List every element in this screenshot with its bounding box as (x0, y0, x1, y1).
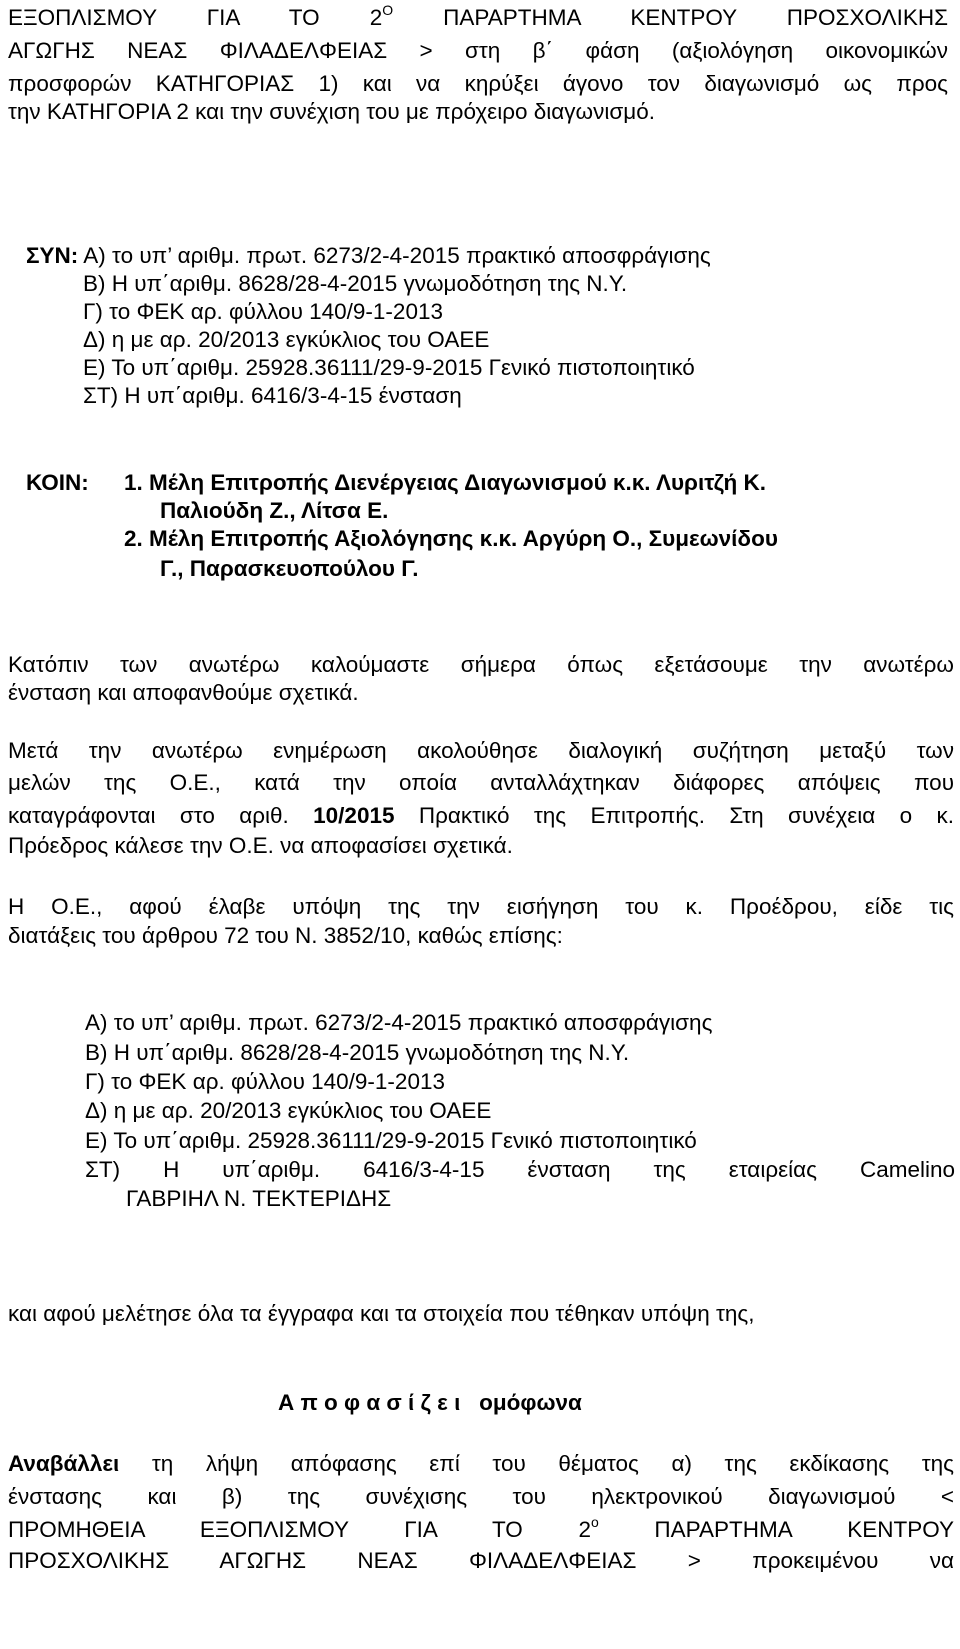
final-line-3-part-a: ΠΡΟΜΗΘΕΙΑ ΕΞΟΠΛΙΣΜΟΥ ΓΙΑ ΤΟ 2 (8, 1517, 591, 1542)
list2-item-st-continuation: ΓΑΒΡΙΗΛ Ν. ΤΕΚΤΕΡΙΔΗΣ (126, 1186, 392, 1211)
syn-item-e: Ε) Το υπ΄αριθμ. 25928.36111/29-9-2015 Γενικό πιστοποιητικό (83, 355, 695, 380)
paragraph-3-line-2: διατάξεις του άρθρου 72 του Ν. 3852/10, καθώς επίσης: (8, 923, 563, 948)
koin-line-4: Γ., Παρασκευοπούλου Γ. (160, 556, 419, 581)
intro-line-4: την ΚΑΤΗΓΟΡΙΑ 2 και την συνέχιση του με πρόχειρο διαγωνισμό. (8, 99, 655, 124)
syn-item-b: Β) Η υπ΄αριθμ. 8628/28-4-2015 γνωμοδότηση της Ν.Υ. (83, 271, 628, 296)
syn-line-a (26, 242, 711, 270)
paragraph-2-line-2: μελών της Ο.Ε., κατά την οποία ανταλλάχτηκαν διάφορες απόψεις που (8, 770, 954, 795)
koin-line-2: Παλιούδη Ζ., Λίτσα Ε. (160, 498, 389, 523)
final-superscript: ο (590, 1514, 599, 1530)
decision-heading (278, 1389, 582, 1417)
syn-item-a: Α) το υπ’ αριθμ. πρωτ. 6273/2-4-2015 πρακτικό αποσφράγισης (83, 243, 711, 268)
intro-line-1-part-b: ΠΑΡΑΡΤΗΜΑ ΚΕΝΤΡΟΥ ΠΡΟΣΧΟΛΙΚΗΣ (393, 5, 948, 30)
paragraph-3-line-1: Η Ο.Ε., αφού έλαβε υπόψη της την εισήγηση του κ. Προέδρου, είδε τις (8, 894, 954, 919)
final-line-3-part-b: ΠΑΡΑΡΤΗΜΑ ΚΕΝΤΡΟΥ (598, 1517, 954, 1542)
list2-item-d: Δ) η με αρ. 20/2013 εγκύκλιος του ΟΑΕΕ (85, 1098, 492, 1123)
final-line-1-rest: τη λήψη απόφασης επί του θέματος α) της εκδίκασης της (119, 1451, 954, 1476)
list2-item-c: Γ) το ΦΕΚ αρ. φύλλου 140/9-1-2013 (85, 1069, 445, 1094)
intro-line-1 (8, 4, 948, 32)
paragraph-2-line-1: Μετά την ανωτέρω ενημέρωση ακολούθησε διαλογική συζήτηση μεταξύ των (8, 738, 954, 763)
minutes-number: 10/2015 (313, 803, 395, 828)
postpones-word: Αναβάλλει (8, 1451, 120, 1476)
paragraph-2-line-3 (8, 802, 954, 830)
intro-line-3: προσφορών ΚΑΤΗΓΟΡΙΑΣ 1) και να κηρύξει άγονο τον διαγωνισμό ως προς (8, 71, 948, 96)
intro-superscript: Ο (382, 2, 394, 18)
koin-line-3: 2. Μέλη Επιτροπής Αξιολόγησης κ.κ. Αργύρη Ο., Συμεωνίδου (124, 526, 778, 551)
list2-item-st: ΣΤ) Η υπ΄αριθμ. 6416/3-4-15 ένσταση της εταιρείας Camelino (85, 1157, 955, 1182)
syn-item-st: ΣΤ) Η υπ΄αριθμ. 6416/3-4-15 ένσταση (83, 383, 462, 408)
list2-item-b: Β) Η υπ΄αριθμ. 8628/28-4-2015 γνωμοδότηση της Ν.Υ. (85, 1040, 630, 1065)
syn-item-c: Γ) το ΦΕΚ αρ. φύλλου 140/9-1-2013 (83, 299, 443, 324)
decision-unanimous: ομόφωνα (479, 1390, 582, 1415)
intro-line-1-part-a: ΕΞΟΠΛΙΣΜΟΥ ΓΙΑ ΤΟ 2 (8, 5, 383, 30)
paragraph-1-line-1: Κατόπιν των ανωτέρω καλούμαστε σήμερα όπως εξετάσουμε την ανωτέρω (8, 652, 954, 677)
intro-line-2: ΑΓΩΓΗΣ ΝΕΑΣ ΦΙΛΑΔΕΛΦΕΙΑΣ > στη β΄ φάση (αξιολόγηση οικονομικών (8, 38, 948, 63)
final-line-2: ένστασης και β) της συνέχισης του ηλεκτρονικού διαγωνισμού < (8, 1484, 954, 1509)
koin-line-1: 1. Μέλη Επιτροπής Διενέργειας Διαγωνισμού κ.κ. Λυριτζή Κ. (124, 470, 766, 495)
final-line-1 (8, 1450, 954, 1478)
decision-spaced-word: Α π ο φ α σ ί ζ ε ι (278, 1390, 461, 1415)
paragraph-2-line-3-part-c: Πρακτικό της Επιτροπής. Στη συνέχεια ο κ. (394, 803, 955, 828)
koin-label: ΚΟΙΝ: (26, 470, 89, 495)
paragraph-1-line-2: ένσταση και αποφανθούμε σχετικά. (8, 680, 359, 705)
paragraph-4: και αφού μελέτησε όλα τα έγγραφα και τα στοιχεία που τέθηκαν υπόψη της, (8, 1301, 755, 1326)
paragraph-2-line-4: Πρόεδρος κάλεσε την Ο.Ε. να αποφασίσει σχετικά. (8, 833, 513, 858)
list2-item-a: Α) το υπ’ αριθμ. πρωτ. 6273/2-4-2015 πρακτικό αποσφράγισης (85, 1010, 713, 1035)
paragraph-2-line-3-part-a: καταγράφονται στο αριθ. (8, 803, 314, 828)
syn-label: ΣΥΝ: (26, 243, 79, 268)
list2-item-e: Ε) Το υπ΄αριθμ. 25928.36111/29-9-2015 Γενικό πιστοποιητικό (85, 1128, 697, 1153)
syn-item-d: Δ) η με αρ. 20/2013 εγκύκλιος του ΟΑΕΕ (83, 327, 490, 352)
final-line-3 (8, 1516, 954, 1544)
final-line-4: ΠΡΟΣΧΟΛΙΚΗΣ ΑΓΩΓΗΣ ΝΕΑΣ ΦΙΛΑΔΕΛΦΕΙΑΣ > προκειμένου να (8, 1548, 954, 1573)
